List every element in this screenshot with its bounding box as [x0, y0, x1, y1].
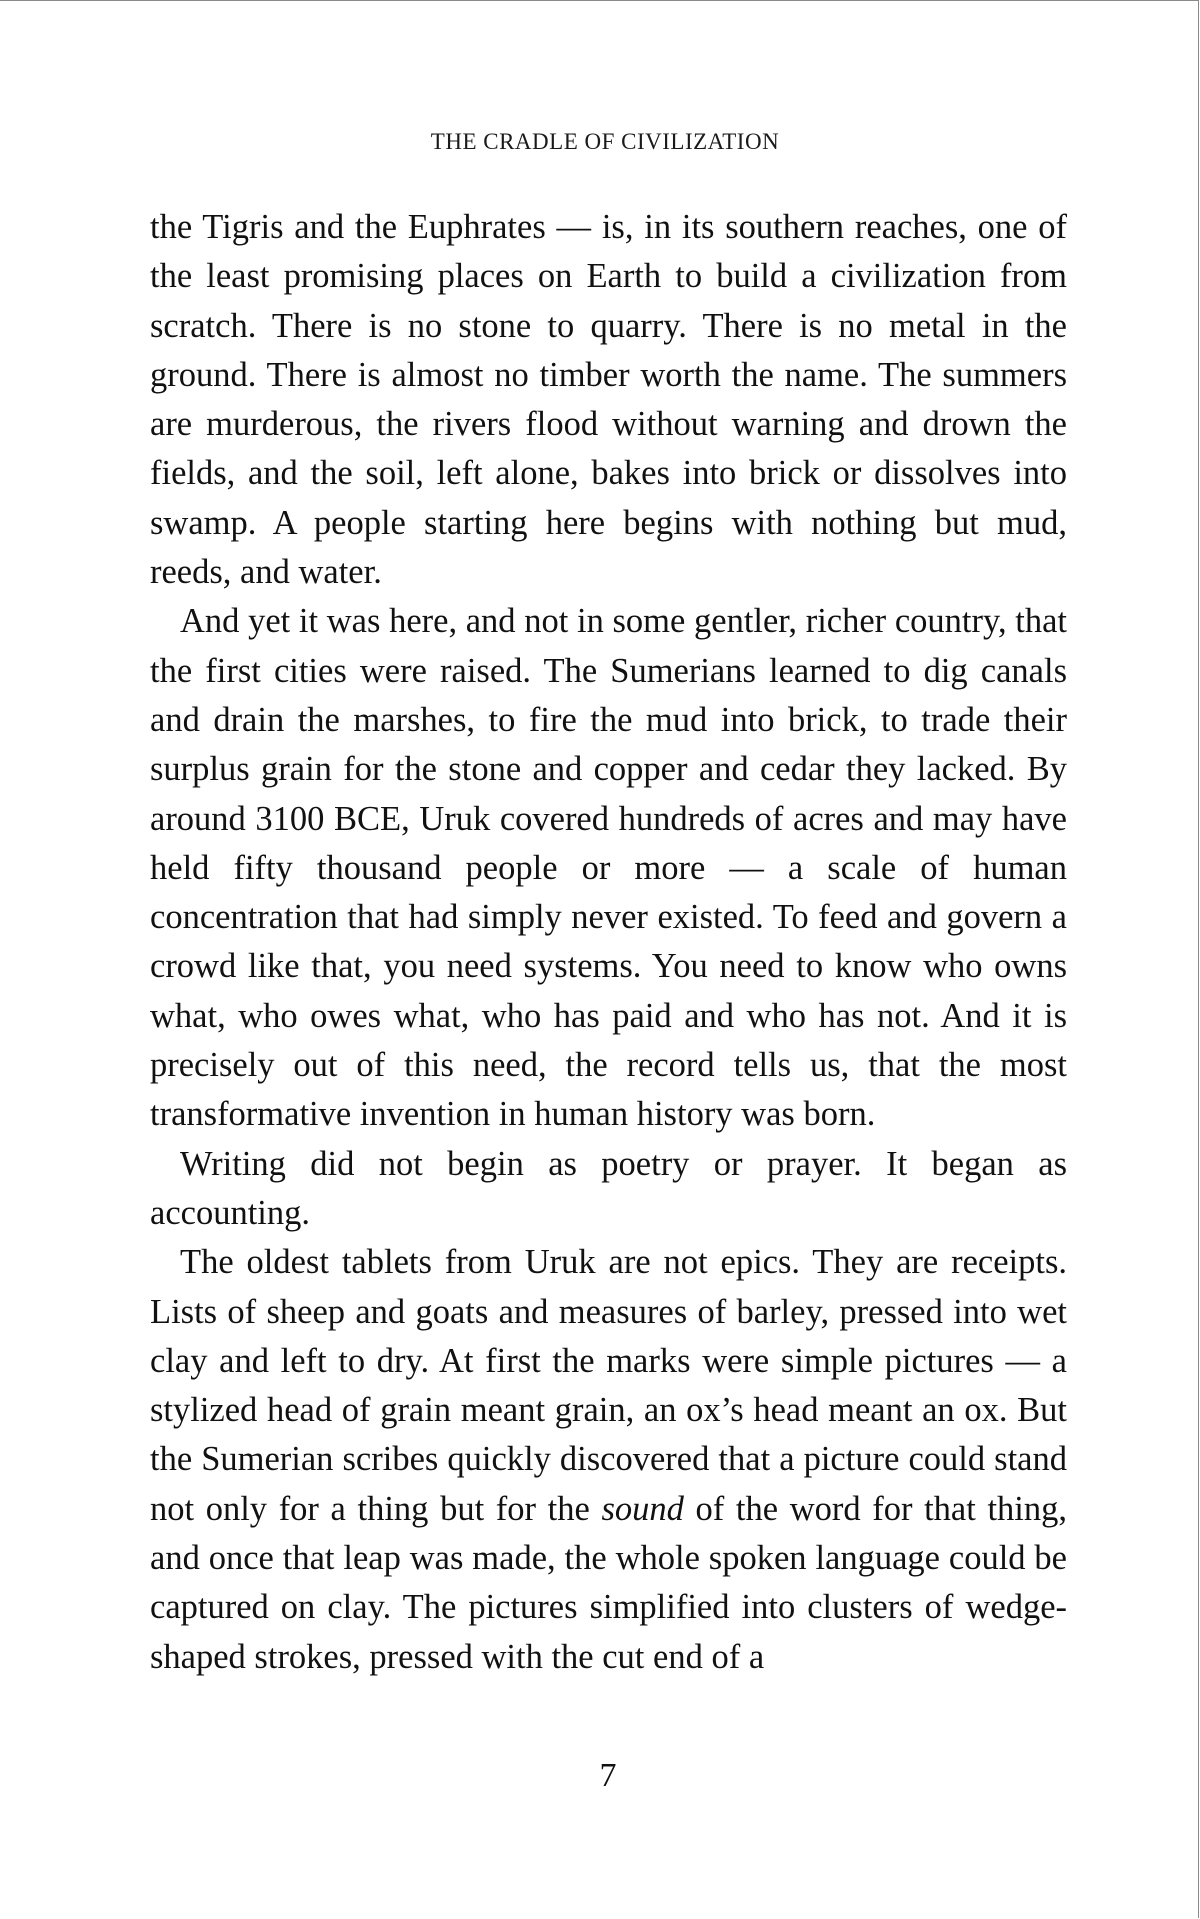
paragraph-continuation: the Tigris and the Euphrates — is, in its southern reaches, one of the least promising places on Earth to build a civilization from scratch. There is no stone to quarry. There is no metal in the ground. There is almost no timber worth the name. The summers are murderous, the rivers flood without warning and drown the fields, and the soil, left alone, bakes into brick or dissolves into swamp. A people starting here begins with nothing but mud, reeds, and water.	[150, 208, 1067, 592]
paragraph-tablets	[150, 1238, 1067, 1682]
page-number: 7	[599, 1757, 617, 1794]
paragraph-tablets-text-start: The oldest tablets from Uruk are not epics. They are receipts. Lists of sheep and goats and measures of barley, pressed into wet clay and left to dry. At first the marks were simple pictures — a stylized head of grain meant grain, an ox’s head meant an ox. But the Sumerian scribes quickly discovered that a picture could stand not only for a thing but for the	[150, 1243, 1067, 1528]
running-head: THE CRADLE OF CIVILIZATION	[430, 129, 780, 154]
italic-sound: sound	[601, 1489, 684, 1528]
body-text	[150, 203, 1067, 1682]
paragraph-writing-accounting: Writing did not begin as poetry or prayer. It began as accounting.	[150, 1144, 1067, 1232]
paragraph-tablets-text-end: of the word for that thing, and once that leap was made, the whole spoken language could be captured on clay. The pictures simplified into clusters of wedge-shaped strokes, pressed with the cut end of a	[150, 1489, 1068, 1676]
paragraph-cities: And yet it was here, and not in some gentler, richer country, that the first cities were raised. The Sumerians learned to dig canals and drain the marshes, to fire the mud into brick, to trade their surplus grain for the stone and copper and cedar they lacked. By around 3100 BCE, Uruk covered hundreds of acres and may have held fifty thousand people or more — a scale of human concentration that had simply never existed. To feed and govern a crowd like that, you need systems. You need to know who owns what, who owes what, who has paid and who has not. And it is precisely out of this need, the record tells us, that the most transformative invention in human history was born.	[150, 602, 1067, 1134]
